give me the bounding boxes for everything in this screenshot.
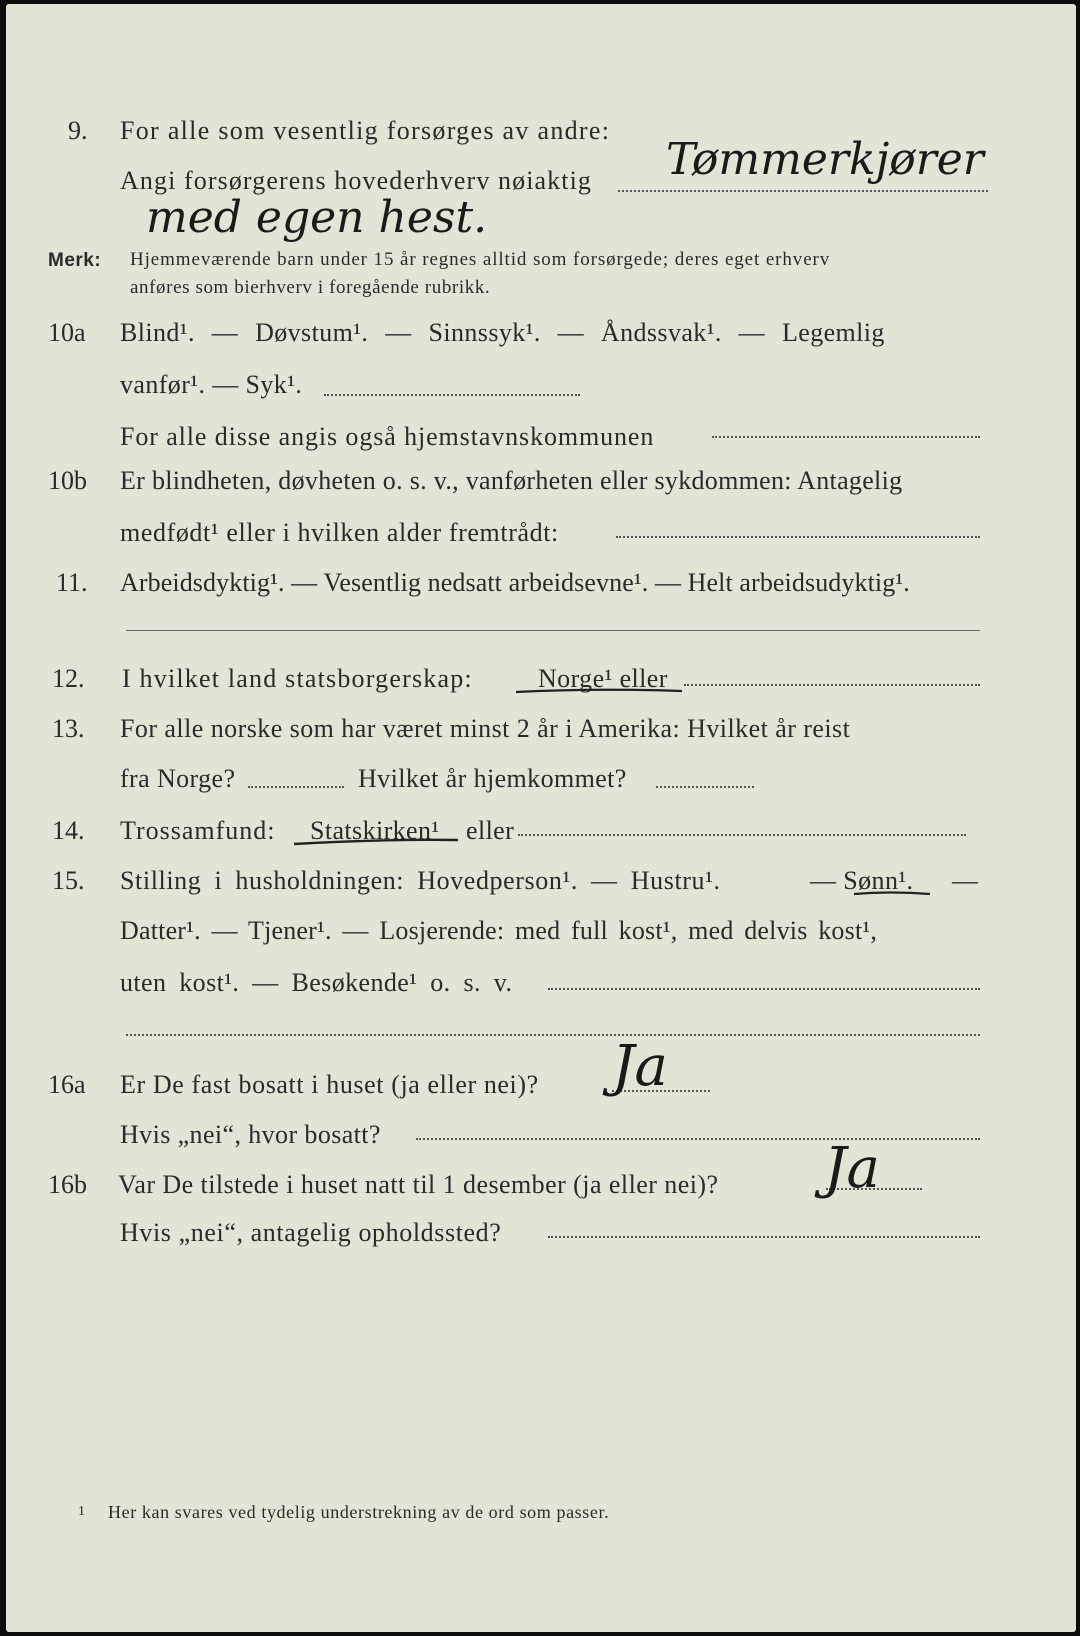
q13-line2a: fra Norge? bbox=[120, 764, 236, 793]
q10b-answer-line bbox=[616, 536, 980, 538]
q10a-line1: Blind¹. — Døvstum¹. — Sinnssyk¹. — Åndssvak¹. — Legemlig bbox=[120, 318, 885, 347]
q16a-line1: Er De fast bosatt i huset (ja eller nei)? bbox=[120, 1070, 539, 1099]
q12-underline-mark bbox=[514, 686, 684, 698]
q12-line1: I hvilket land statsborgerskap: bbox=[122, 664, 473, 693]
q15-extra-line bbox=[126, 1034, 980, 1036]
merk-line1: Hjemmeværende barn under 15 år regnes alltid som forsørgede; deres eget erhverv bbox=[130, 249, 831, 270]
q10a-number: 10a bbox=[48, 318, 86, 347]
q15-line1a: Stilling i husholdningen: Hovedperson¹. — Hustru¹. bbox=[120, 866, 721, 895]
q10a-line3: For alle disse angis også hjemstavnskommunen bbox=[120, 422, 655, 451]
q9-number: 9. bbox=[68, 116, 88, 145]
q11-line1: Arbeidsdyktig¹. — Vesentlig nedsatt arbeidsevne¹. — Helt arbeidsudyktig¹. bbox=[120, 568, 910, 597]
q16a-residence-line bbox=[416, 1138, 980, 1140]
q14-underline-mark bbox=[292, 836, 462, 848]
q16b-whereabouts-line bbox=[548, 1236, 980, 1238]
q15-number: 15. bbox=[52, 866, 85, 895]
merk-line2: anføres som bierhverv i foregående rubrikk. bbox=[130, 277, 491, 298]
q14-answer-line bbox=[518, 834, 966, 836]
q10b-number: 10b bbox=[48, 466, 87, 495]
q14-tail: eller bbox=[466, 816, 515, 845]
q9-handwritten-answer-1: Tømmerkjører bbox=[666, 134, 984, 185]
q10a-hometown-line bbox=[712, 436, 980, 438]
q13-year-home-line bbox=[656, 786, 754, 788]
q10a-line2: vanfør¹. — Syk¹. bbox=[120, 370, 303, 399]
q12-answer-line bbox=[684, 684, 980, 686]
q9-handwritten-answer-2: med egen hest. bbox=[146, 192, 488, 243]
q15-answer-line bbox=[548, 988, 980, 990]
q16a-handwritten-answer: Ja bbox=[612, 1034, 668, 1099]
q13-number: 13. bbox=[52, 714, 85, 743]
q15-line1c: — bbox=[952, 866, 979, 895]
census-form-page bbox=[6, 4, 1076, 1632]
q16b-line2: Hvis „nei“, antagelig opholdssted? bbox=[120, 1218, 502, 1247]
q16b-handwritten-answer: Ja bbox=[824, 1136, 880, 1201]
q15-underline-mark bbox=[852, 888, 932, 900]
q11-number: 11. bbox=[56, 568, 88, 597]
q13-line1: For alle norske som har været minst 2 år i Amerika: Hvilket år reist bbox=[120, 714, 851, 743]
q11-answer-line bbox=[126, 630, 980, 631]
q15-line2: Datter¹. — Tjener¹. — Losjerende: med full kost¹, med delvis kost¹, bbox=[120, 916, 878, 945]
q16a-number: 16a bbox=[48, 1070, 86, 1099]
merk-label: Merk: bbox=[48, 250, 102, 271]
q10a-answer-line bbox=[324, 394, 580, 396]
q9-answer-line bbox=[618, 190, 988, 192]
q9-line1: For alle som vesentlig forsørges av andre: bbox=[120, 116, 611, 145]
q14-number: 14. bbox=[52, 816, 85, 845]
q15-line3: uten kost¹. — Besøkende¹ o. s. v. bbox=[120, 968, 513, 997]
q16b-number: 16b bbox=[48, 1170, 87, 1199]
footnote-mark: 1 bbox=[78, 1504, 86, 1519]
q16a-line2: Hvis „nei“, hvor bosatt? bbox=[120, 1120, 381, 1149]
q10b-line2: medfødt¹ eller i hvilken alder fremtrådt: bbox=[120, 518, 559, 547]
q12-number: 12. bbox=[52, 664, 85, 693]
q10b-line1: Er blindheten, døvheten o. s. v., vanførheten eller sykdommen: Antagelig bbox=[120, 466, 903, 495]
q9-line2: Angi forsørgerens hovederhverv nøiaktig bbox=[120, 166, 593, 195]
q14-option-statskirken: Statskirken¹ bbox=[310, 816, 440, 845]
q13-year-left-line bbox=[248, 786, 344, 788]
footnote-text: Her kan svares ved tydelig understrekning av de ord som passer. bbox=[108, 1502, 610, 1522]
q15-line1b: — Sønn¹. bbox=[810, 866, 914, 895]
q14-label: Trossamfund: bbox=[120, 816, 276, 845]
q12-option-norge: Norge¹ eller bbox=[538, 664, 668, 693]
q16b-line1: Var De tilstede i huset natt til 1 desember (ja eller nei)? bbox=[118, 1170, 719, 1199]
q13-line2b: Hvilket år hjemkommet? bbox=[358, 764, 627, 793]
